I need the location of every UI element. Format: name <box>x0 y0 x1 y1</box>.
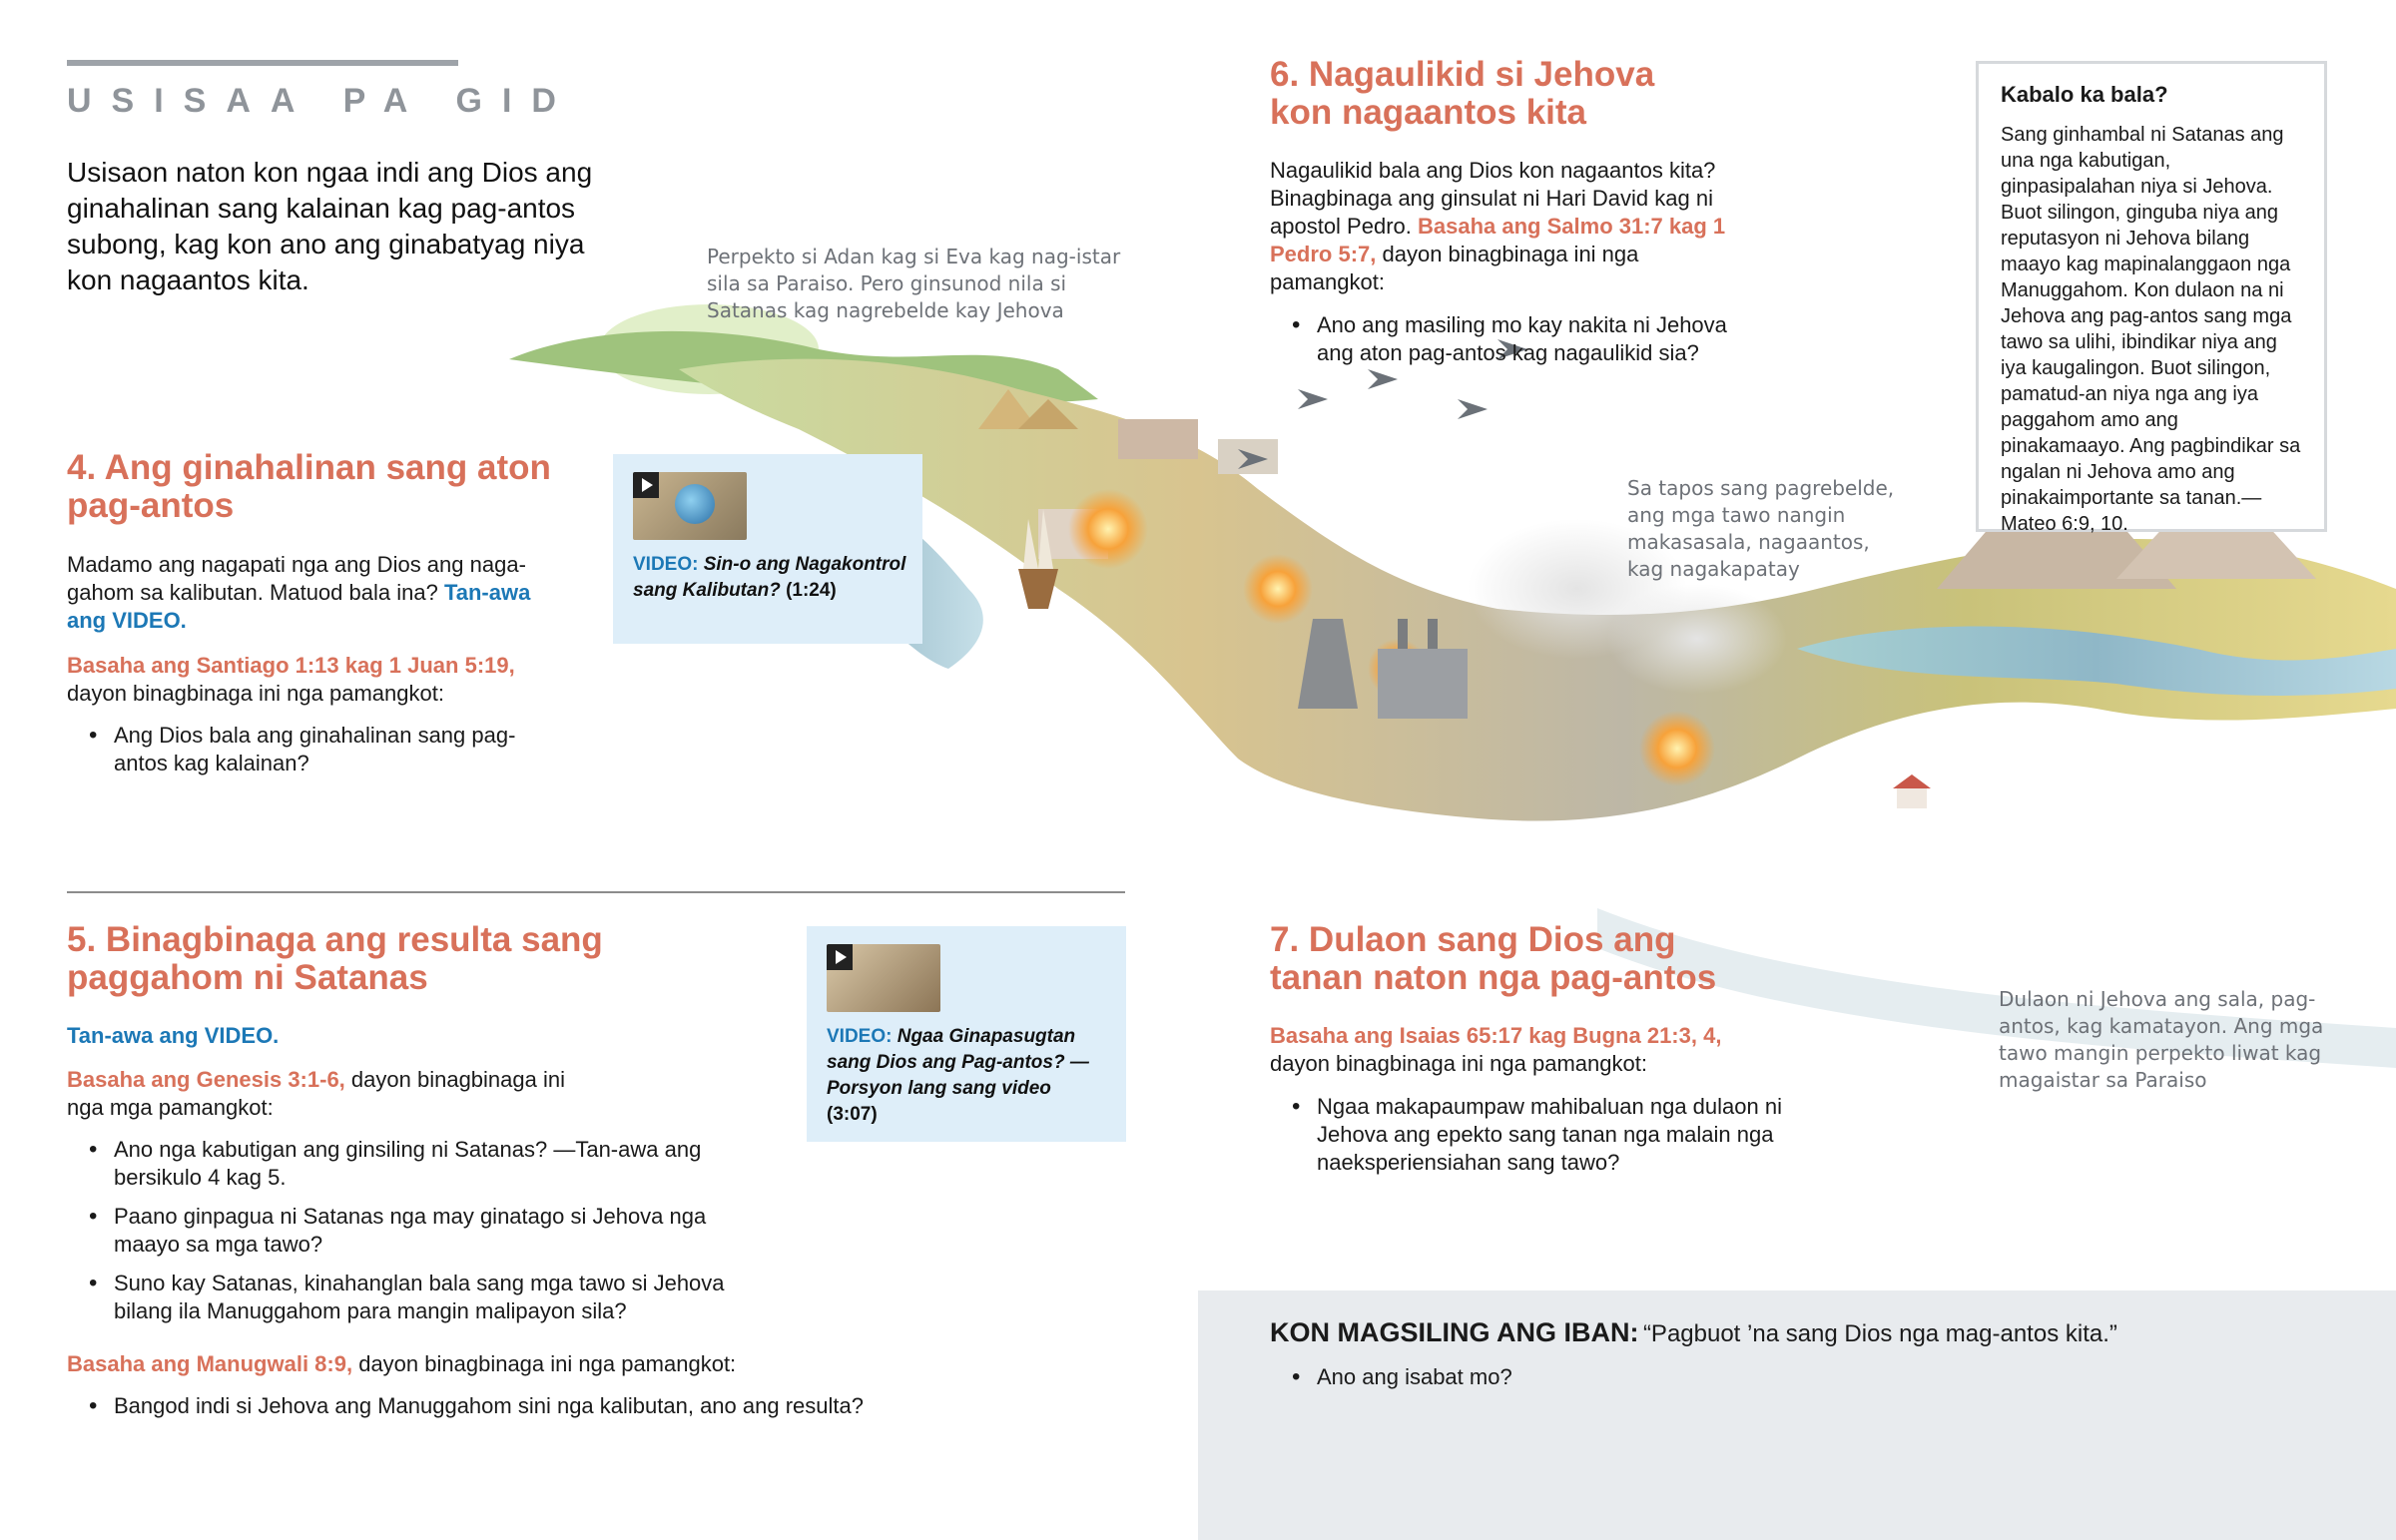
kon-magsiling-heading <box>1270 1317 2348 1348</box>
globe-icon <box>675 484 715 524</box>
section-divider <box>67 891 1125 893</box>
section-5-read-2 <box>67 1350 965 1378</box>
video-label: VIDEO: <box>633 554 699 575</box>
caption-paradise: Perpekto si Adan kag si Eva kag nag-istar sila sa Paraiso. Pero ginsunod nila si Satanas kag nagrebelde kay Jehova <box>707 245 1121 322</box>
section-6-paragraph <box>1270 157 1749 296</box>
section-6-scripture-link[interactable]: Basaha ang Salmo 31:7 kag 1 Pedro 5:7, <box>1270 214 1726 266</box>
did-you-know-title: Kabalo ka bala? <box>2001 82 2168 107</box>
question-item: • Ano ang isabat mo? <box>1270 1363 1869 1391</box>
section-5-video-link[interactable]: Tan-awa ang VIDEO. <box>67 1023 280 1048</box>
section-4-video-caption <box>633 552 912 604</box>
section-4-video-link[interactable]: Tan-awa ang VIDEO. <box>67 580 531 633</box>
section-6-questions <box>1270 311 1769 378</box>
question-item: • Ano ang masiling mo kay nakita ni Jehova ang aton pag-antos kag nagaulikid sia? <box>1270 311 1769 367</box>
video-thumbnail[interactable] <box>827 944 940 1012</box>
question-item: • Paano ginpagua ni Satanas nga may ginatago si Jehova nga maayo sa mga tawo? <box>67 1203 776 1259</box>
section-7-scripture-link[interactable]: Basaha ang Isaias 65:17 kag Bugna 21:3, 4, <box>1270 1023 1722 1048</box>
caption-future: Dulaon ni Jehova ang sala, pag-antos, kag kamatayon. Ang mga tawo mangin perpekto liwat kag magaistar sa Paraiso <box>1999 987 2324 1092</box>
video-label: VIDEO: <box>827 1026 893 1047</box>
section-5-read-instructions-1: dayon binagbinaga ini nga mga pamangkot: <box>67 1067 565 1120</box>
section-7-questions <box>1270 1093 1809 1188</box>
question-item: • Bangod indi si Jehova ang Manuggahom sini nga kalibutan, ano ang resulta? <box>67 1392 985 1420</box>
section-5-video-caption <box>827 1024 1106 1128</box>
section-5-read-1 <box>67 1066 606 1122</box>
question-item: • Ang Dios bala ang ginahalinan sang pag-antos kag kalainan? <box>67 722 536 777</box>
kon-magsiling-questions <box>1270 1363 1869 1402</box>
intro-paragraph: Usisaon naton kon ngaa indi ang Dios ang ginahalinan sang kalainan kag pag-antos subong, kag kon ano ang ginabatyag niya kon nagaantos kita. <box>67 157 593 295</box>
play-icon <box>827 944 853 970</box>
section-4-read-instructions: dayon binagbinaga ini nga pamangkot: <box>67 681 444 706</box>
section-6-text: Nagaulikid bala ang Dios kon nagaantos kita? Binagbinaga ang ginsulat ni Hari David kag ni apostol Pedro. <box>1270 158 1716 239</box>
video-duration: (1:24) <box>786 580 837 601</box>
section-4-questions <box>67 722 536 788</box>
did-you-know-box <box>1976 61 2327 535</box>
kon-magsiling-label: KON MAGSILING ANG IBAN: <box>1270 1317 1639 1347</box>
section-kicker: USISAA PA GID <box>67 82 576 120</box>
section-4-read <box>67 652 626 708</box>
section-5-questions-2 <box>67 1392 985 1431</box>
video-thumbnail[interactable] <box>633 472 747 540</box>
section-4-title: 4. Ang ginahalinan sang aton pag-antos <box>67 448 551 525</box>
play-icon <box>633 472 659 498</box>
section-4-scripture-link[interactable]: Basaha ang Santiago 1:13 kag 1 Juan 5:19, <box>67 653 515 678</box>
section-5-scripture-link-1[interactable]: Basaha ang Genesis 3:1-6, <box>67 1067 345 1092</box>
section-6-read-instructions: dayon binagbinaga ini nga pamangkot: <box>1270 242 1639 294</box>
section-5-scripture-link-2[interactable]: Basaha ang Manugwali 8:9, <box>67 1351 353 1376</box>
section-4-video-card[interactable] <box>613 454 922 644</box>
section-7-title: 7. Dulaon sang Dios ang tanan naton nga pag-antos <box>1270 920 1717 997</box>
section-7-read-instructions: dayon binagbinaga ini nga pamangkot: <box>1270 1051 1647 1076</box>
section-5-read-instructions-2: dayon binagbinaga ini nga pamangkot: <box>358 1351 737 1376</box>
section-7-read <box>1270 1022 1869 1078</box>
section-4-paragraph <box>67 551 566 635</box>
did-you-know-text: Sang ginhambal ni Satanas ang una nga kabutigan, ginpasipalahan niya si Jehova. Buot silingon, ginguba niya ang reputasyon ni Jehova bilang maayo kag mapinalanggaon nga Manuggahom. Kon dulaon na ni Jehova ang pag-antos sang mga tawo sa ulihi, ibindikar niya ang iya kaugalingon. Buot silingon, pamatud-an niya nga ang iya paggahom amo ang pinakamaayo. Ang pagbindikar sa ngalan ni Jehova amo ang pinakaimportante sa tanan.—Mateo 6:9, 10. <box>2001 124 2301 535</box>
section-5-questions-1 <box>67 1136 776 1336</box>
question-item: • Ano nga kabutigan ang ginsiling ni Satanas? —Tan-awa ang bersikulo 4 kag 5. <box>67 1136 776 1192</box>
section-5-video-card[interactable] <box>807 926 1126 1142</box>
video-title: Ngaa Ginapasugtan sang Dios ang Pag-antos? —Porsyon lang sang video <box>827 1026 1089 1099</box>
caption-rebellion: Sa tapos sang pagrebelde, ang mga tawo nangin makasasala, nagaantos, kag nagakapatay <box>1627 476 1895 581</box>
video-duration: (3:07) <box>827 1104 878 1125</box>
header-rule <box>67 60 458 66</box>
section-6-title: 6. Nagaulikid si Jehova kon nagaantos kita <box>1270 55 1655 132</box>
section-5-title: 5. Binagbinaga ang resulta sang paggahom ni Satanas <box>67 920 603 997</box>
section-4-text: Madamo ang nagapati nga ang Dios ang nagagahom sa kalibutan. Matuod bala ina? <box>67 552 526 605</box>
video-title: Sin-o ang Nagakontrol sang Kalibutan? <box>633 554 906 601</box>
question-item: • Suno kay Satanas, kinahanglan bala sang mga tawo si Jehova bilang ila Manuggahom para mangin malipayon sila? <box>67 1270 776 1325</box>
kon-magsiling-quote: “Pagbuot ’na sang Dios nga mag-antos kita.” <box>1642 1320 2117 1347</box>
question-item: • Ngaa makapaumpaw mahibaluan nga dulaon ni Jehova ang epekto sang tanan nga malain nga naeksperiensiahan sang tawo? <box>1270 1093 1809 1177</box>
